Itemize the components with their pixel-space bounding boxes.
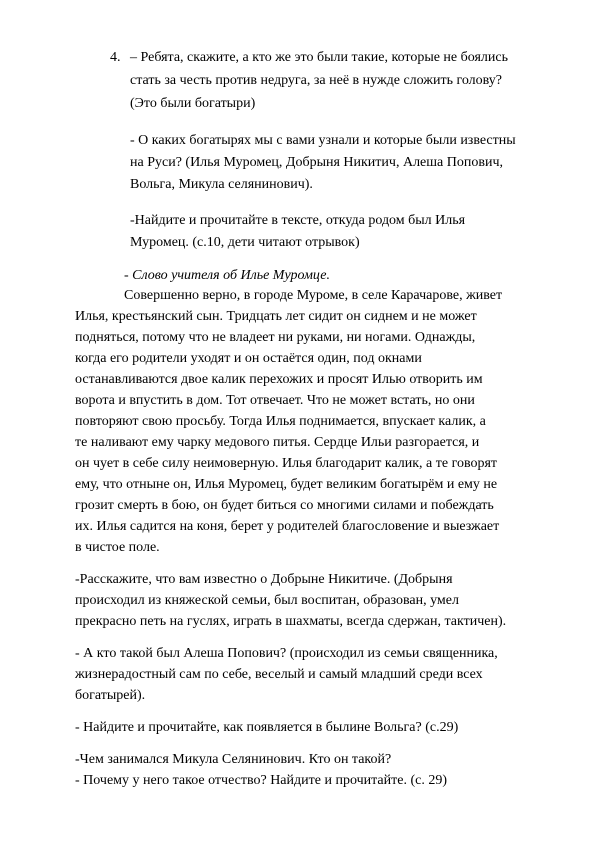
question-dobrynya-line: прекрасно петь на гуслях, играть в шахматы, всегда сдержан, тактичен). — [75, 614, 507, 629]
question-volga-line: - Найдите и прочитайте, как появляется в былине Вольга? (с.29) — [75, 720, 459, 735]
question-alesha-line: жизнерадостный сам по себе, веселый и самый младший среди всех — [75, 667, 483, 682]
teacher-text-line: те наливают ему чарку медового питья. Сердце Ильи разгорается, и — [75, 435, 480, 450]
item4-line-1: – Ребята, скажите, а кто же это были такие, которые не боялись — [130, 50, 509, 65]
teacher-text-line: останавливаются двое калик перехожих и просят Илью отворить им — [75, 372, 483, 387]
teacher-text-line: в чистое поле. — [75, 540, 160, 555]
question-mikula-line: - Почему у него такое отчество? Найдите и прочитайте. (с. 29) — [75, 773, 447, 788]
teacher-text-line: когда его родители уходят и он остаётся один, под окнами — [75, 351, 422, 366]
teacher-text-line: он чует в себе силу неимоверную. Илья благодарит калик, а те говорят — [75, 456, 498, 471]
question-bogatyri-line-1: - О каких богатырях мы с вами узнали и которые были известны — [130, 133, 516, 148]
teacher-heading: - Слово учителя об Илье Муромце. — [124, 268, 330, 283]
teacher-text-line: ему, что отныне он, Илья Муромец, будет великим богатырём и ему не — [75, 477, 498, 492]
teacher-text-line: ворота и впустить в дом. Тот отвечает. Что не может встать, но они — [75, 393, 475, 408]
item4-line-3: (Это были богатыри) — [130, 96, 256, 111]
teacher-text-line: Илья, крестьянский сын. Тридцать лет сидит он сиднем и не может — [75, 309, 477, 324]
teacher-text-line: повторяют свою просьбу. Тогда Илья поднимается, впускает калик, а — [75, 414, 486, 429]
question-bogatyri-line-3: Вольга, Микула селянинович). — [130, 177, 313, 192]
item4-line-2: стать за честь против недруга, за неё в нужде сложить голову? — [130, 73, 503, 88]
question-alesha-line: богатырей). — [75, 688, 146, 703]
list-number: 4. — [110, 50, 121, 65]
teacher-text-line: Совершенно верно, в городе Муроме, в селе Карачарове, живет — [124, 288, 503, 303]
question-mikula-line: -Чем занимался Микула Селянинович. Кто он такой? — [75, 752, 392, 767]
teacher-text-line: подняться, потому что не владеет ни руками, ни ногами. Однажды, — [75, 330, 476, 345]
question-ilya-origin-line-1: -Найдите и прочитайте в тексте, откуда родом был Илья — [130, 213, 466, 228]
question-dobrynya-line: -Расскажите, что вам известно о Добрыне Никитиче. (Добрыня — [75, 572, 453, 587]
question-bogatyri-line-2: на Руси? (Илья Муромец, Добрыня Никитич, Алеша Попович, — [130, 155, 504, 170]
teacher-text-line: грозит смерть в бою, он будет биться со многими силами и побеждать — [75, 498, 494, 513]
question-dobrynya-line: происходил из княжеской семьи, был воспитан, образован, умел — [75, 593, 459, 608]
question-ilya-origin-line-2: Муромец. (с.10, дети читают отрывок) — [130, 235, 360, 250]
teacher-text-line: их. Илья садится на коня, берет у родителей благословение и выезжает — [75, 519, 500, 534]
question-alesha-line: - А кто такой был Алеша Попович? (происходил из семьи священника, — [75, 646, 498, 661]
